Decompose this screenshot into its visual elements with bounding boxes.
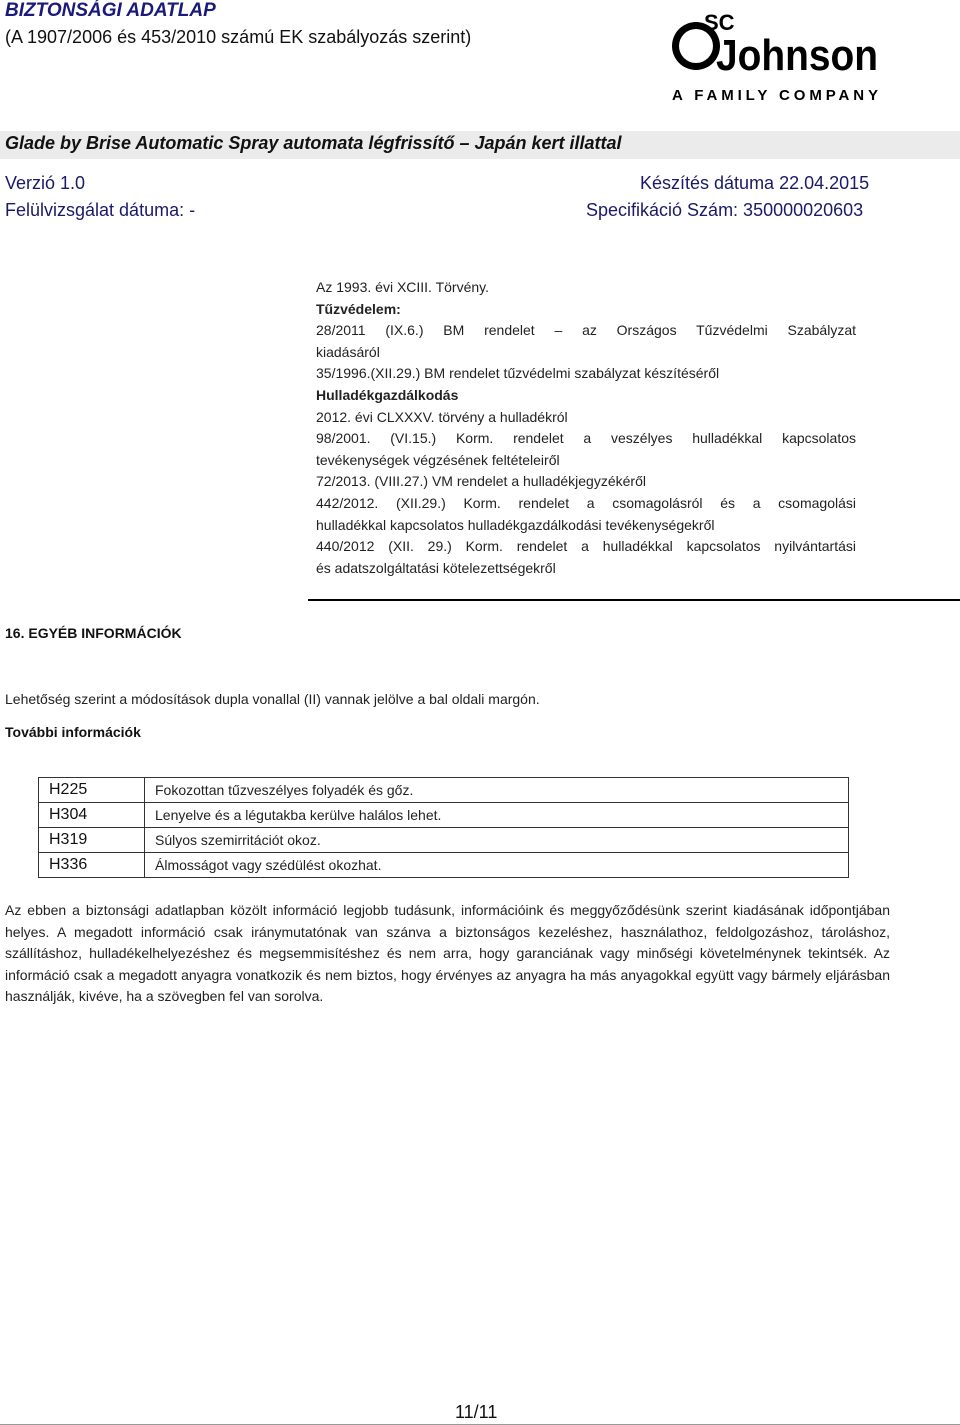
- further-info-title: További információk: [5, 724, 141, 740]
- hazard-code: H319: [39, 828, 145, 853]
- regulation-line: tevékenységek végzésének feltételeiről: [316, 451, 560, 468]
- section-16-title: 16. EGYÉB INFORMÁCIÓK: [5, 625, 182, 641]
- revision-date: Felülvizsgálat dátuma: -: [5, 200, 196, 220]
- regulation-line: 442/2012. (XII.29.) Korm. rendelet a csomagolásról és a csomagolási: [316, 494, 856, 511]
- hazard-text: Lenyelve és a légutakba kerülve halálos lehet.: [145, 803, 849, 828]
- regulation-line: kiadásáról: [316, 343, 380, 360]
- specification-number: Specifikáció Szám: 350000020603: [586, 200, 864, 220]
- document-title: BIZTONSÁGI ADATLAP: [5, 0, 216, 21]
- logo-tagline-text: A FAMILY COMPANY: [672, 87, 878, 104]
- regulation-line: 440/2012 (XII. 29.) Korm. rendelet a hulladékkal kapcsolatos nyilvántartási: [316, 538, 856, 555]
- regulation-heading: Hulladékgazdálkodás: [316, 386, 459, 403]
- regulation-line: Az 1993. évi XCIII. Törvény.: [316, 279, 490, 295]
- creation-date: Készítés dátuma 22.04.2015: [640, 173, 870, 193]
- hazard-text: Fokozottan tűzveszélyes folyadék és gőz.: [145, 778, 849, 803]
- revision-note: Lehetőség szerint a módosítások dupla vonallal (II) vannak jelölve a bal oldali margón.: [5, 691, 540, 707]
- table-row: [39, 803, 849, 828]
- sc-johnson-logo: [668, 8, 883, 108]
- table-row: [39, 778, 849, 803]
- hazard-statements-table: [38, 777, 849, 878]
- document-subtitle: (A 1907/2006 és 453/2010 számú EK szabályozás szerint): [5, 27, 472, 47]
- version: Verzió 1.0: [5, 173, 86, 193]
- page-number: 11/11: [455, 1402, 498, 1422]
- product-name: Glade by Brise Automatic Spray automata légfrissítő – Japán kert illattal: [5, 133, 622, 153]
- logo-brand-text: Johnson: [716, 31, 878, 80]
- regulation-line: 35/1996.(XII.29.) BM rendelet tűzvédelmi szabályzat készítéséről: [316, 365, 720, 382]
- table-row: [39, 853, 849, 878]
- regulation-heading: Tűzvédelem:: [316, 300, 401, 317]
- regulation-line: hulladékkal kapcsolatos hulladékgazdálkodási tevékenységekről: [316, 516, 715, 533]
- disclaimer-paragraph: Az ebben a biztonsági adatlapban közölt információ legjobb tudásunk, információink és meggyőződésünk szerint kiadásának időpontjában helyes. A megadott információ csak iránymutatónak van szánva a biztonságos kezeléshez, használathoz, feldolgozáshoz, tároláshoz, szállításhoz, hulladékelhelyezéshez és megsemmisítéshez és nem arra, hogy garanciának vagy minőségi követelménynek tekintsék. Az információ csak a megadott anyagra vonatkozik és nem biztos, hogy érvényes az anyagra ha más anyagokkal együtt vagy bármely eljárásban használják, kivéve, ha a szövegben fel van sorolva.: [5, 902, 890, 1004]
- section-divider: [308, 599, 960, 601]
- regulation-line: 2012. évi CLXXXV. törvény a hulladékról: [316, 408, 568, 425]
- regulation-line: 98/2001. (VI.15.) Korm. rendelet a veszélyes hulladékkal kapcsolatos: [316, 430, 856, 447]
- hazard-code: H225: [39, 778, 145, 803]
- hazard-code: H304: [39, 803, 145, 828]
- regulations-list: [316, 277, 856, 579]
- regulation-line: 28/2011 (IX.6.) BM rendelet – az Országos Tűzvédelmi Szabályzat: [316, 322, 856, 339]
- hazard-code: H336: [39, 853, 145, 878]
- table-row: [39, 828, 849, 853]
- regulation-line: és adatszolgáltatási kötelezettségekről: [316, 559, 556, 576]
- regulation-line: 72/2013. (VIII.27.) VM rendelet a hulladékjegyzékéről: [316, 473, 646, 490]
- hazard-text: Álmosságot vagy szédülést okozhat.: [145, 853, 849, 878]
- hazard-text: Súlyos szemirritációt okoz.: [145, 828, 849, 853]
- logo-sc-text: SC: [704, 10, 735, 35]
